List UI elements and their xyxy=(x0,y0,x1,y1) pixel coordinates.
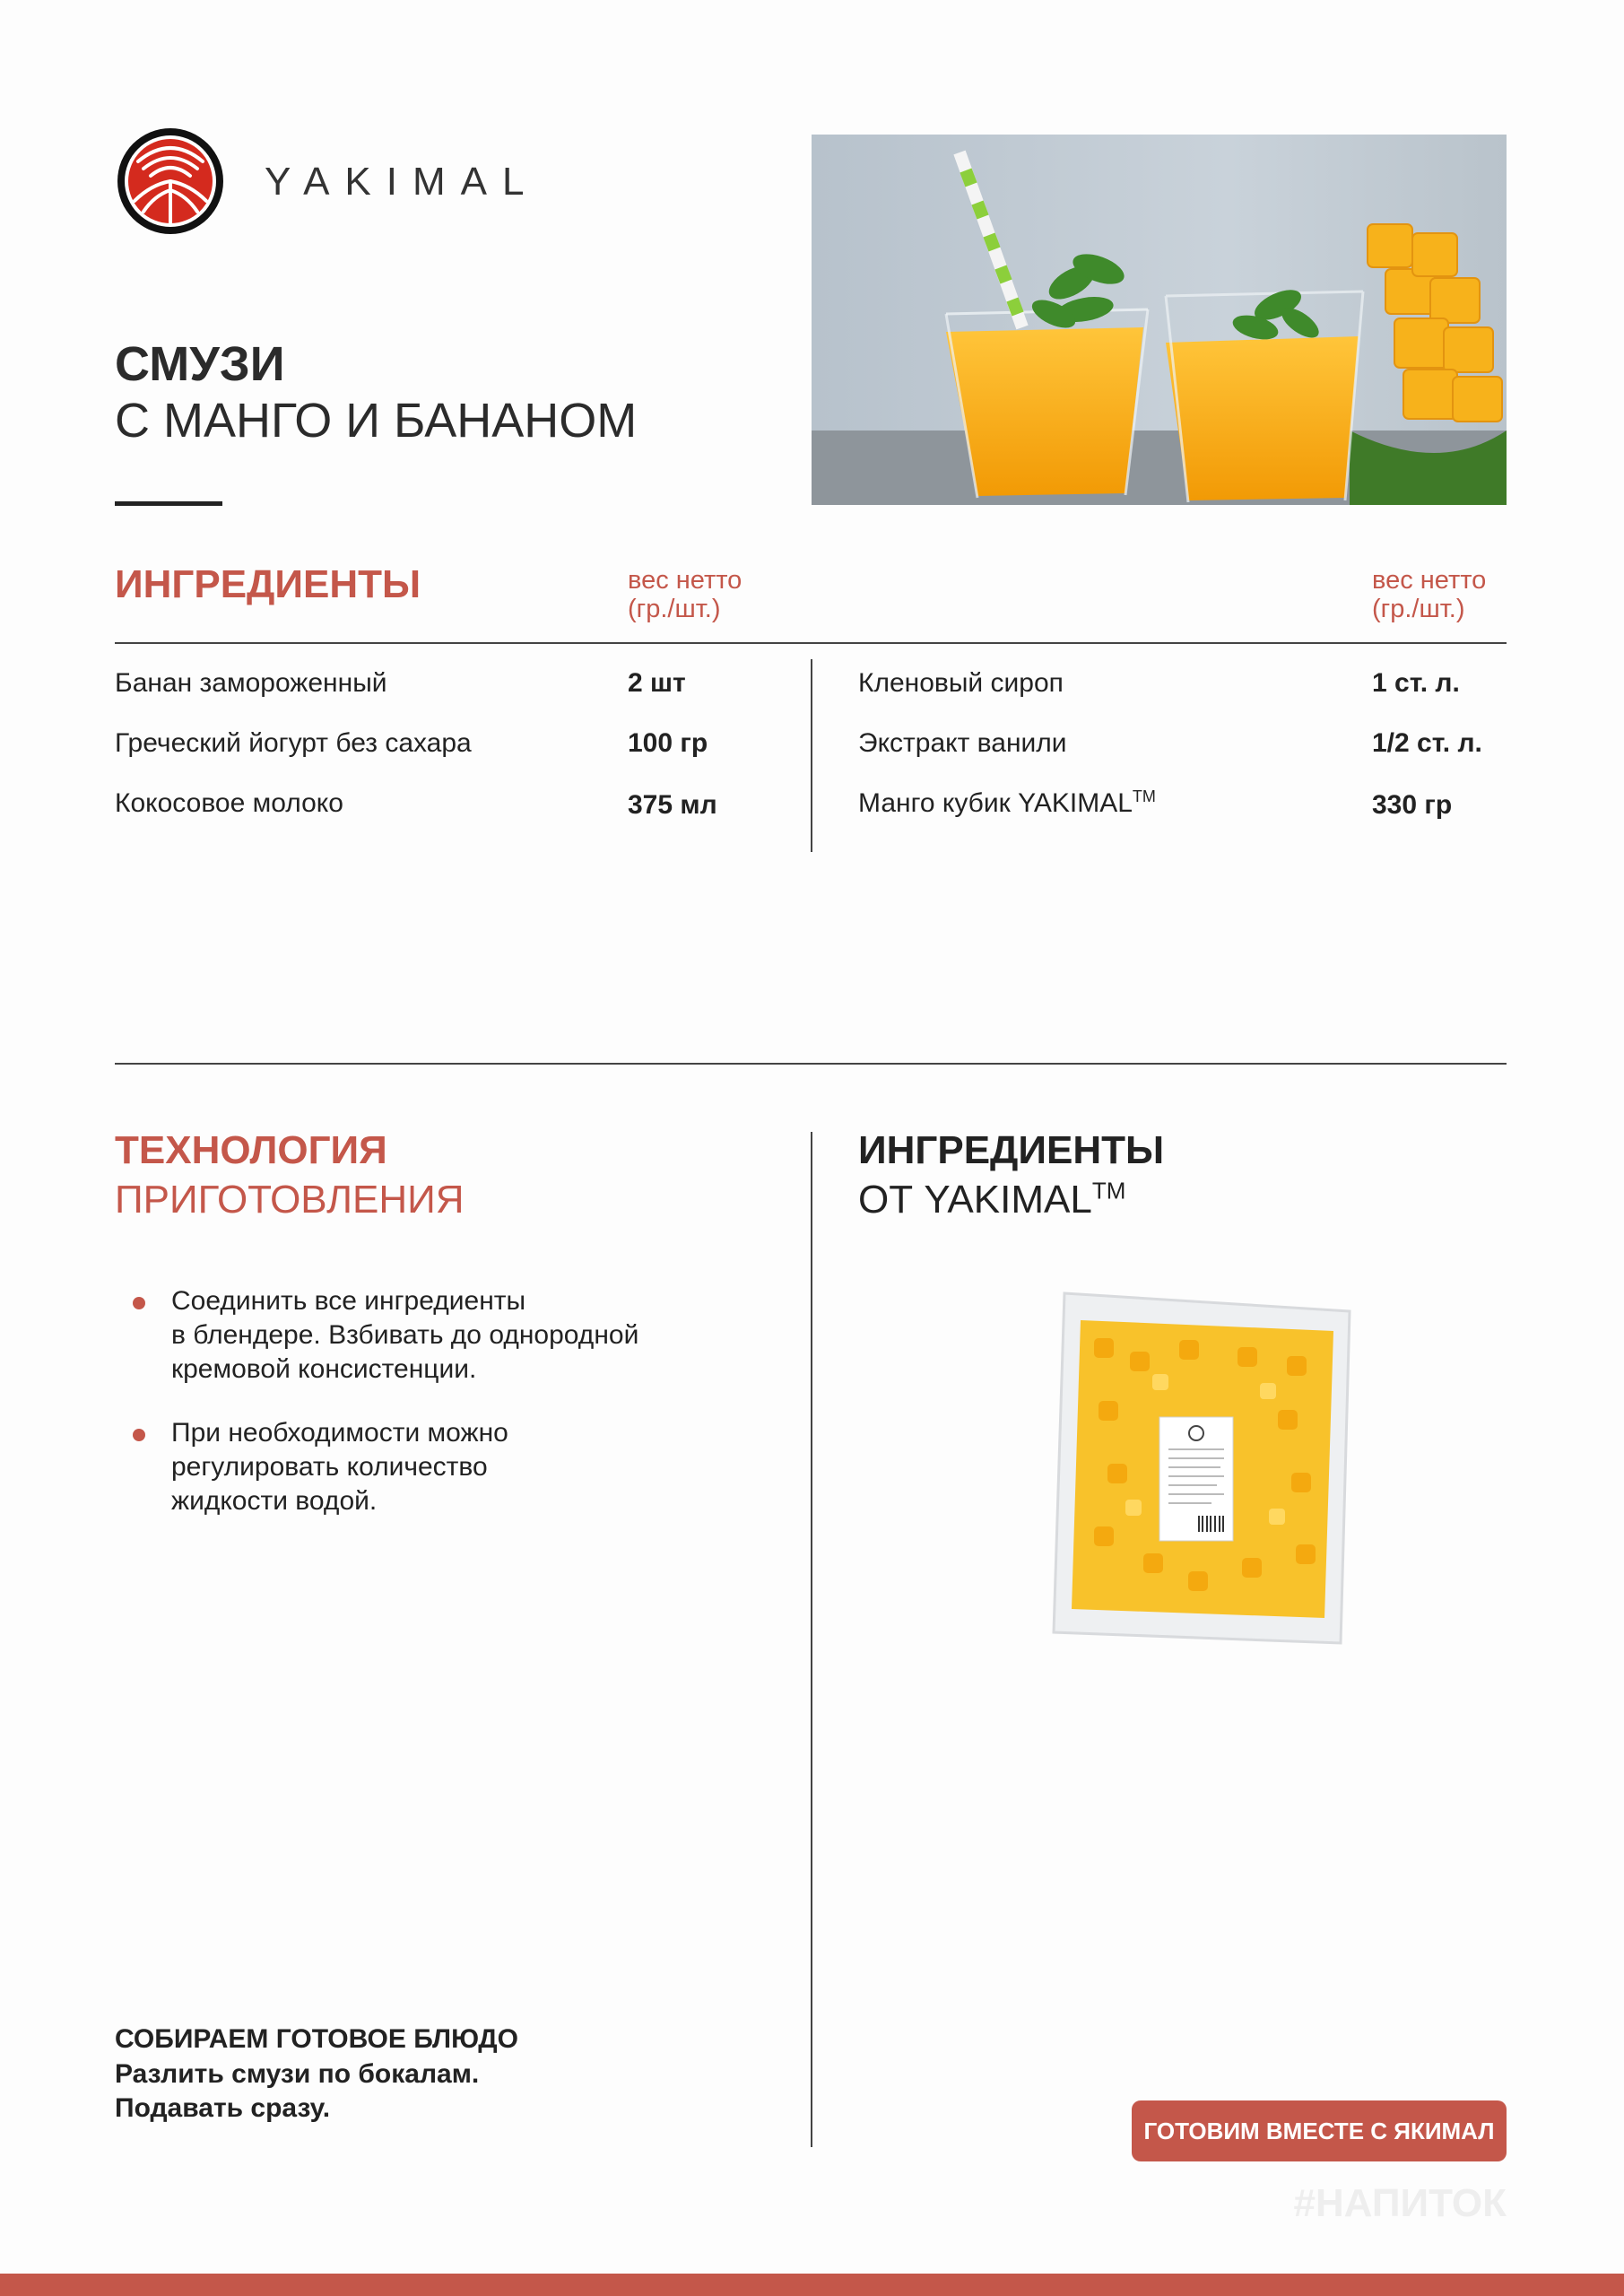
ingredient-name: Экстракт ванили xyxy=(858,728,1067,758)
ingredient-amount: 1 ст. л. xyxy=(1372,668,1460,698)
mango-smoothie-photo xyxy=(812,135,1507,505)
ingredient-name: Кокосовое молоко xyxy=(115,788,343,818)
ingredient-name: Греческий йогурт без сахара xyxy=(115,728,472,758)
ingredients-rule xyxy=(115,642,1507,644)
title-underline xyxy=(115,501,222,506)
mango-cubes-package-image xyxy=(1045,1284,1359,1652)
step-line: в блендере. Взбивать до однородной xyxy=(171,1320,639,1350)
step-line: При необходимости можно xyxy=(171,1418,508,1448)
ingredient-name: Манго кубик YAKIMAL xyxy=(858,788,1133,818)
ingredient-amount: 375 мл xyxy=(628,790,717,820)
yakimal-ingredients-subtitle-row xyxy=(858,1178,1125,1222)
ingredients-column-divider xyxy=(811,659,812,852)
weight-header-line1: вес нетто xyxy=(628,566,743,595)
recipe-subtitle: С МАНГО И БАНАНОМ xyxy=(115,394,638,448)
brand-wordmark: YAKIMAL xyxy=(265,160,540,204)
serving-line: Разлить смузи по бокалам. xyxy=(115,2059,480,2089)
step-item xyxy=(171,1416,709,1518)
weight-header-line2: (гр./шт.) xyxy=(1372,595,1465,623)
step-line: жидкости водой. xyxy=(171,1486,378,1516)
ingredient-name: Кленовый сироп xyxy=(858,668,1064,698)
section-column-divider xyxy=(811,1132,812,2147)
technology-title: ТЕХНОЛОГИЯ xyxy=(115,1128,387,1172)
weight-header-left xyxy=(628,566,742,623)
weight-header-right xyxy=(1372,566,1486,623)
trademark-mark: TM xyxy=(1132,787,1156,805)
step-line: регулировать количество xyxy=(171,1452,488,1482)
ingredient-amount: 2 шт xyxy=(628,668,686,698)
serving-line: Подавать сразу. xyxy=(115,2093,331,2123)
bullet-icon xyxy=(133,1429,145,1441)
technology-subtitle: ПРИГОТОВЛЕНИЯ xyxy=(115,1178,465,1222)
serving-title: СОБИРАЕМ ГОТОВОЕ БЛЮДО xyxy=(115,2024,518,2054)
trademark-mark: TM xyxy=(1091,1177,1126,1205)
category-hashtag: #НАПИТОК xyxy=(1293,2181,1507,2225)
footer-bar xyxy=(0,2274,1624,2296)
weight-header-line1: вес нетто xyxy=(1372,566,1487,595)
recipe-title: СМУЗИ xyxy=(115,337,285,391)
step-line: кремовой консистенции. xyxy=(171,1354,477,1384)
step-item xyxy=(171,1284,709,1387)
yakimal-logo-icon xyxy=(115,126,226,237)
ingredient-amount: 1/2 ст. л. xyxy=(1372,728,1482,758)
ingredients-heading: ИНГРЕДИЕНТЫ xyxy=(115,562,421,606)
cook-together-button[interactable]: ГОТОВИМ ВМЕСТЕ С ЯКИМАЛ xyxy=(1132,2100,1507,2161)
bullet-icon xyxy=(133,1297,145,1309)
yakimal-ingredients-title: ИНГРЕДИЕНТЫ xyxy=(858,1128,1165,1172)
step-line: Соединить все ингредиенты xyxy=(171,1286,526,1316)
ingredient-amount: 100 гр xyxy=(628,728,708,758)
yakimal-ingredients-subtitle: ОТ YAKIMAL xyxy=(858,1178,1092,1222)
section-rule xyxy=(115,1063,1507,1065)
ingredient-name-yakimal xyxy=(858,788,1156,819)
weight-header-line2: (гр./шт.) xyxy=(628,595,721,623)
ingredient-amount: 330 гр xyxy=(1372,790,1453,820)
ingredient-name: Банан замороженный xyxy=(115,668,387,698)
